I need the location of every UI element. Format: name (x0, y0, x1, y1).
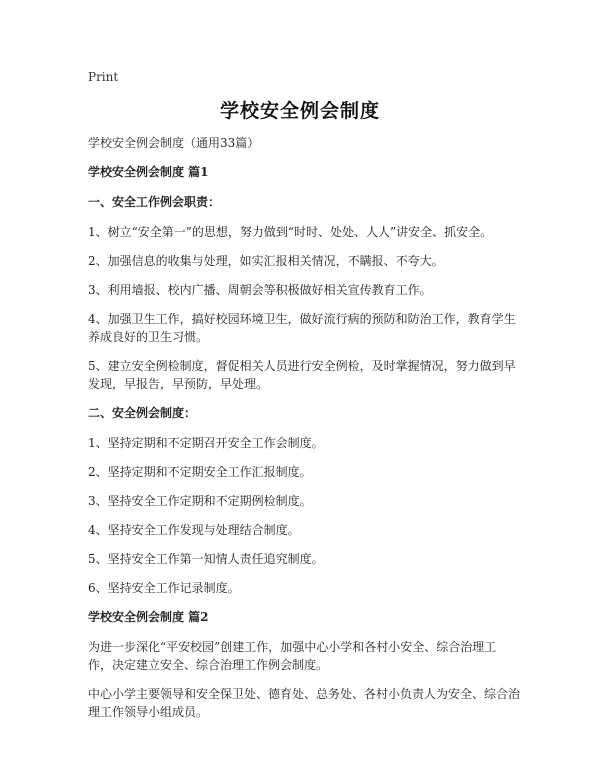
list-item: 4、坚持安全工作发现与处理结合制度。 (88, 523, 300, 537)
document-body (88, 134, 520, 732)
print-label[interactable]: Print (88, 70, 119, 84)
sub-heading-duties: 一、安全工作例会职责： (88, 195, 221, 209)
list-item: 4、加强卫生工作，搞好校园环境卫生，做好流行病的预防和防治工作，教育学生养成良好的卫生习惯。 (88, 312, 516, 344)
section-heading-2: 学校安全例会制度 篇2 (88, 610, 209, 624)
list-item: 5、坚持安全工作第一知情人责任追究制度。 (88, 552, 324, 566)
list-item: 2、加强信息的收集与处理，如实汇报相关情况，不瞒报、不夸大。 (88, 254, 444, 268)
list-item: 3、坚持安全工作定期和不定期例检制度。 (88, 494, 312, 508)
document-subtitle: 学校安全例会制度（通用33篇） (88, 136, 260, 150)
list-item: 2、坚持定期和不定期安全工作汇报制度。 (88, 465, 312, 479)
paragraph: 中心小学主要领导和安全保卫处、德育处、总务处、各村小负责人为安全、综合治理工作领导小组成员。 (88, 687, 521, 719)
page-title: 学校安全例会制度 (219, 100, 380, 122)
list-item: 5、建立安全例检制度，督促相关人员进行安全例检，及时掌握情况，努力做到早发现，早报告，早预防，早处理。 (88, 359, 516, 391)
sub-heading-system: 二、安全例会制度： (88, 406, 197, 420)
paragraph: 为进一步深化“平安校园”创建工作，加强中心小学和各村小安全、综合治理工作，决定建立安全、综合治理工作例会制度。 (88, 640, 497, 672)
list-item: 1、树立“安全第一”的思想，努力做到“时时、处处、人人”讲安全、抓安全。 (88, 225, 493, 239)
list-item: 6、坚持安全工作记录制度。 (88, 581, 240, 595)
section-heading-1: 学校安全例会制度 篇1 (88, 165, 209, 179)
list-item: 1、坚持定期和不定期召开安全工作会制度。 (88, 436, 324, 450)
list-item: 3、利用墙报、校内广播、周朝会等积极做好相关宣传教育工作。 (88, 283, 432, 297)
